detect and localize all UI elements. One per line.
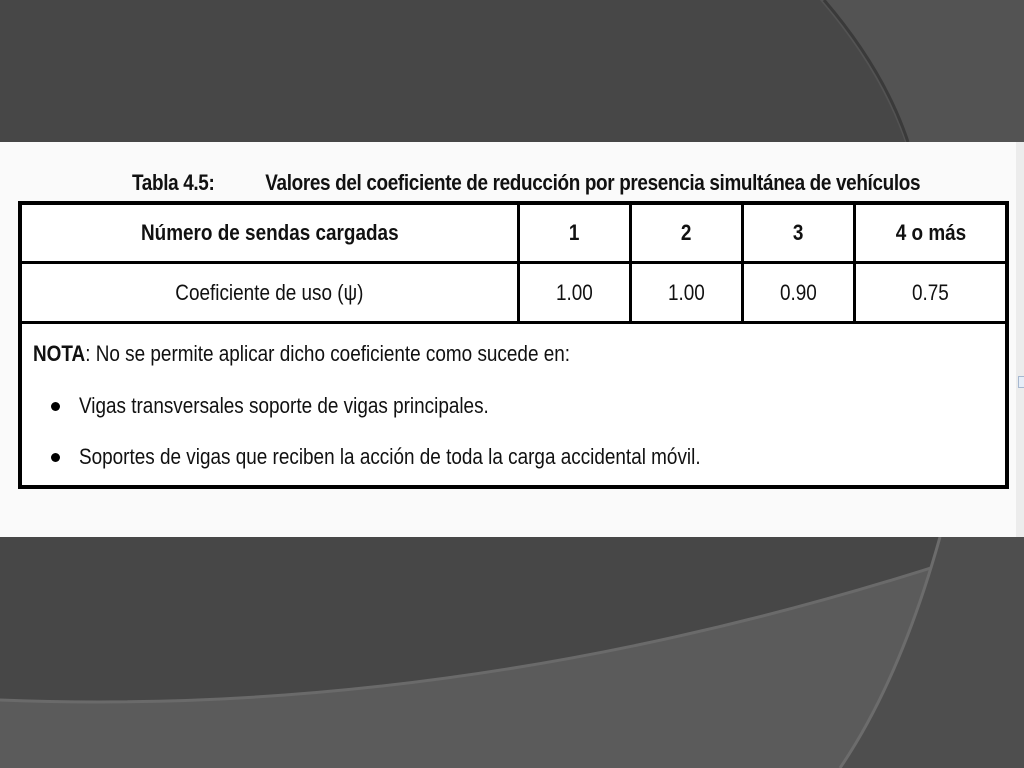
row-cell-label: Coeficiente de uso (ψ) — [175, 279, 364, 305]
note-prefix: NOTA — [33, 341, 86, 366]
row-cell-2: 1.00 — [629, 264, 741, 321]
header-cell-3: 3 — [741, 205, 853, 261]
header-cell-1: 1 — [517, 205, 629, 261]
header-cell-2: 2 — [629, 205, 741, 261]
row-cell-3: 0.90 — [741, 264, 853, 321]
edge-marker-icon — [1018, 376, 1024, 388]
table-title: Valores del coeficiente de reducción por presencia simultánea de vehículos — [265, 170, 921, 195]
table-caption — [132, 170, 920, 196]
table-number: Tabla 4.5: — [132, 170, 215, 195]
note-intro — [33, 341, 570, 367]
coefficient-table — [18, 201, 1009, 489]
header-cell-4: 4 o más — [853, 205, 1005, 261]
note-section — [22, 324, 1005, 481]
table-header-row — [22, 205, 1005, 264]
bullet-icon — [51, 402, 60, 411]
note-text: : No se permite aplicar dicho coeficiente como sucede en: — [85, 341, 571, 366]
row-cell-4: 0.75 — [853, 264, 1005, 321]
list-item-text: Soportes de vigas que reciben la acción de toda la carga accidental móvil. — [79, 444, 701, 469]
header-cell-label: Número de sendas cargadas — [140, 220, 399, 245]
bullet-icon — [51, 453, 60, 462]
list-item-text: Vigas transversales soporte de vigas principales. — [79, 393, 489, 418]
panel-edge — [1016, 142, 1024, 537]
row-cell-1: 1.00 — [517, 264, 629, 321]
table-row — [22, 264, 1005, 324]
